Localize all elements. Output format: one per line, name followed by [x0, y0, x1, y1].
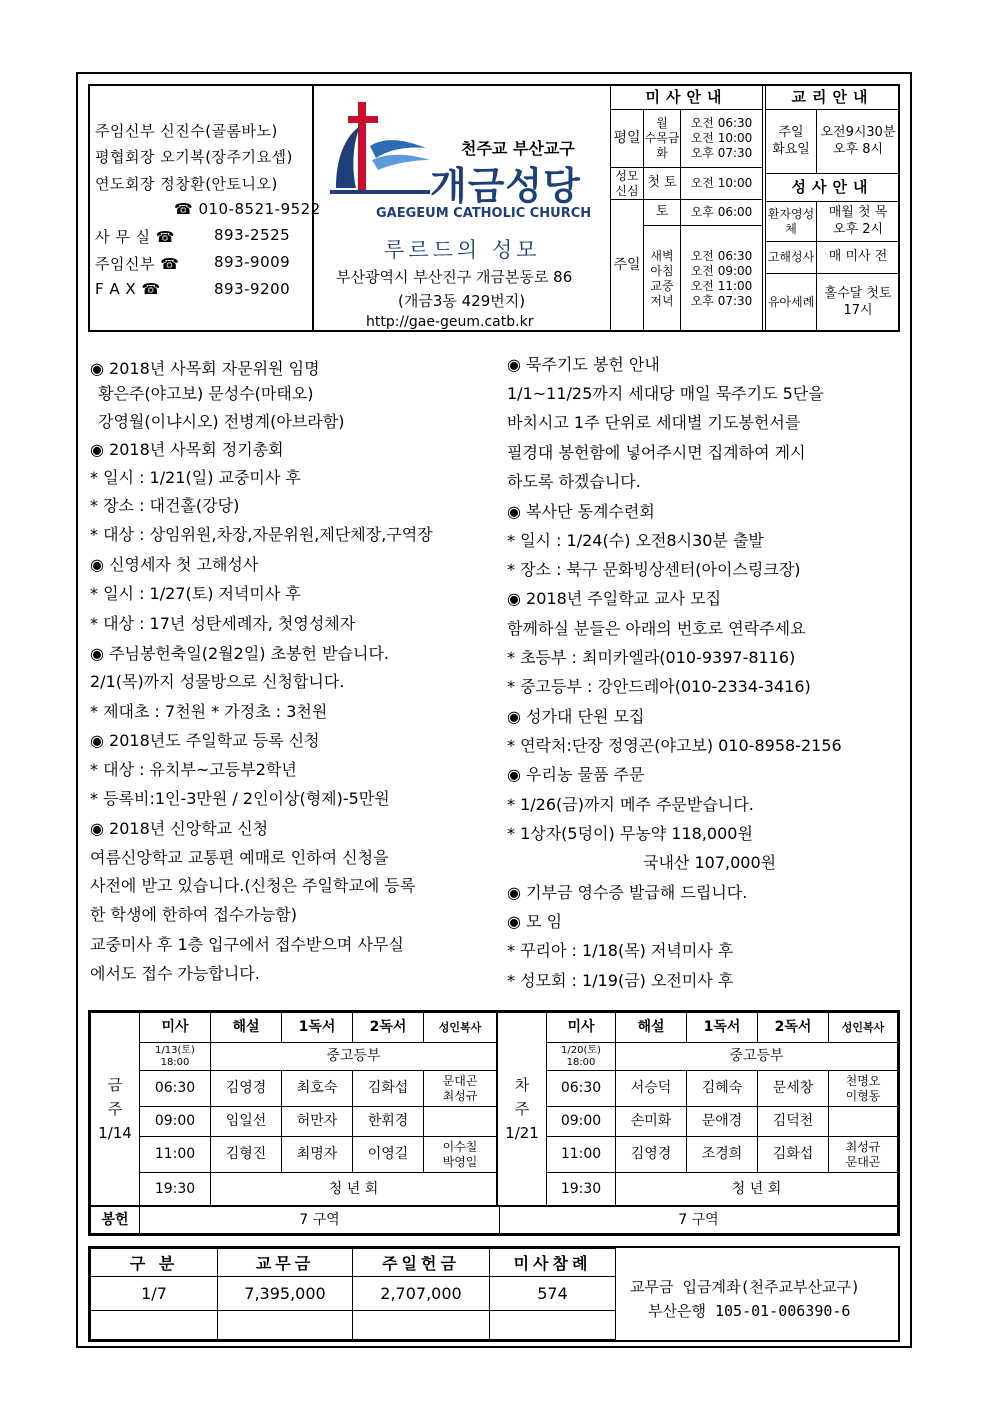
sacrament-title: 성사안내 — [766, 174, 900, 202]
fin-dues: 7,395,000 — [218, 1277, 353, 1311]
catechism-days: 주일 화요일 — [766, 110, 817, 174]
right-line-4: 하도록 하겠습니다. — [507, 472, 641, 491]
this-row1-commentary: 김영경 — [211, 1071, 282, 1107]
next-row2-time: 09:00 — [547, 1107, 616, 1137]
sun-mass-name-1: 새벽 — [650, 248, 674, 263]
right-line-2: 바치시고 1주 단위로 세대별 기도봉헌서를 — [507, 413, 801, 432]
sun-mass-time-4: 오후 07:30 — [690, 293, 753, 308]
catechism-sacrament-table — [765, 84, 900, 332]
weekday-label: 평일 — [611, 110, 644, 168]
priest-number: 893-9009 — [214, 253, 291, 271]
next-eve-group: 청 년 회 — [616, 1173, 898, 1206]
this-row2-reading1: 허만자 — [282, 1107, 353, 1137]
holy-hour-label: 성모신심 — [611, 168, 644, 200]
fax-label: F A X ☎ — [95, 280, 161, 298]
left-line-15: * 등록비:1인-3만원 / 2인이상(형제)-5만원 — [90, 789, 390, 808]
this-row3-reading1: 최명자 — [282, 1137, 353, 1173]
address-line1: 부산광역시 부산진구 개금본동로 86 — [336, 268, 573, 286]
this-week-service-table — [90, 1012, 497, 1206]
right-line-17: 국내산 107,000원 — [643, 853, 777, 872]
weekday-time-2: 오전 10:00 — [690, 131, 753, 145]
this-week-label: 금 주 1/14 — [91, 1013, 140, 1206]
next-hdr-mass: 미사 — [547, 1013, 616, 1043]
this-row1-time: 06:30 — [140, 1071, 211, 1107]
left-line-10: ◉ 주님봉헌축일(2월2일) 초봉헌 받습니다. — [90, 644, 389, 663]
next-row3-server: 최성규 문대곤 — [829, 1137, 898, 1173]
right-line-21: * 성모회 : 1/19(금) 오전미사 후 — [507, 971, 734, 990]
right-line-19: ◉ 모 임 — [507, 912, 563, 931]
this-row2-commentary: 임일선 — [211, 1107, 282, 1137]
left-line-17: 여름신앙학교 교통편 예매로 인하여 신청을 — [90, 848, 389, 867]
next-row3-reading2: 김화섭 — [758, 1137, 829, 1173]
left-line-5: * 장소 : 대건홀(강당) — [90, 496, 240, 515]
church-logo-icon — [326, 96, 436, 196]
left-line-20: 교중미사 후 1층 입구에서 접수받으며 사무실 — [90, 935, 404, 954]
motto: 루르드의 성모 — [384, 238, 541, 262]
right-line-10: * 초등부 : 최미카엘라(010-9397-8116) — [507, 648, 796, 667]
next-row1-reading2: 문세창 — [758, 1071, 829, 1107]
council-line: 평협회장 오기복(장주기요셉) — [95, 148, 293, 166]
mass-title: 미사안내 — [611, 85, 763, 110]
account-line1: 교무금 입금계좌(천주교부산교구) — [630, 1278, 860, 1296]
next-row1-reading1: 김혜숙 — [687, 1071, 758, 1107]
right-line-11: * 중고등부 : 강안드레아(010-2334-3416) — [507, 677, 811, 696]
right-line-13: * 연락처:단장 정영곤(야고보) 010-8958-2156 — [507, 736, 842, 755]
hdr-mass: 미사 — [140, 1013, 211, 1043]
catechism-title: 교리안내 — [766, 85, 900, 110]
sacrament-time-3: 홀수달 첫토 17시 — [817, 274, 900, 332]
left-line-0: ◉ 2018년 사목회 자문위원 임명 — [90, 359, 320, 378]
left-line-4: * 일시 : 1/21(일) 교중미사 후 — [90, 468, 301, 487]
left-line-9: * 대상 : 17년 성탄세례자, 첫영성체자 — [90, 614, 356, 633]
fin-date: 1/7 — [91, 1277, 218, 1311]
offering-row — [90, 1206, 898, 1234]
left-line-13: ◉ 2018년도 주일학교 등록 신청 — [90, 731, 320, 750]
account-line2: 부산은행 105-01-006390-6 — [648, 1302, 851, 1320]
left-line-12: * 제대초 : 7천원 * 가정초 : 3천원 — [90, 702, 328, 721]
right-line-20: * 꾸리아 : 1/18(목) 저녁미사 후 — [507, 941, 734, 960]
church-name: 개금성당 — [430, 164, 581, 208]
left-line-8: * 일시 : 1/27(토) 저녁미사 후 — [90, 584, 301, 603]
sun-mass-time-3: 오전 11:00 — [690, 278, 753, 293]
right-line-18: ◉ 기부금 영수증 발급해 드립니다. — [507, 883, 748, 902]
fax-number: 893-9200 — [214, 280, 291, 298]
right-line-7: * 장소 : 북구 문화빙상센터(아이스링크장) — [507, 560, 801, 579]
weekday-time-1: 오전 06:30 — [690, 116, 753, 130]
left-line-19: 한 학생에 한하여 접수가능함) — [90, 905, 297, 924]
next-hdr-altar-server: 성인복사 — [829, 1013, 898, 1043]
next-week-service-table — [497, 1012, 898, 1206]
left-line-1: 황은주(야고보) 문성수(마태오) — [98, 384, 314, 403]
weekday-time-3: 오후 07:30 — [690, 146, 753, 160]
website-link[interactable]: http://gae-geum.catb.kr — [366, 314, 534, 330]
sacrament-time-1: 매월 첫 목 오후 2시 — [817, 202, 900, 242]
left-line-14: * 대상 : 유치부~고등부2학년 — [90, 760, 297, 779]
sunday-label: 주일 — [611, 200, 644, 332]
right-line-9: 함께하실 분들은 아래의 번호로 연락주세요 — [507, 619, 806, 638]
this-sat-time: 1/13(토) 18:00 — [140, 1043, 211, 1071]
next-hdr-commentary: 해설 — [616, 1013, 687, 1043]
offering-label: 봉헌 — [91, 1207, 140, 1234]
sun-mass-name-2: 아침 — [650, 263, 674, 278]
left-line-7: ◉ 신영세자 첫 고해성사 — [90, 555, 259, 574]
hdr-reading2: 2독서 — [353, 1013, 424, 1043]
sacrament-name-2: 고해성사 — [766, 242, 817, 274]
next-week-label: 차 주 1/21 — [498, 1013, 547, 1206]
left-line-21: 에서도 접수 가능합니다. — [90, 964, 260, 983]
left-line-16: ◉ 2018년 신앙학교 신청 — [90, 819, 269, 838]
day-mon: 월 — [656, 116, 668, 130]
left-line-18: 사전에 받고 있습니다.(신청은 주일학교에 등록 — [90, 876, 416, 895]
fin-hdr-sunday-offering: 주일헌금 — [353, 1249, 490, 1277]
sun-mass-time-2: 오전 09:00 — [690, 263, 753, 278]
fin-attendance: 574 — [490, 1277, 616, 1311]
offering-next-week: 7 구역 — [500, 1207, 898, 1234]
this-row3-commentary: 김형진 — [211, 1137, 282, 1173]
left-line-11: 2/1(목)까지 성물방으로 신청합니다. — [90, 672, 345, 691]
this-row1-reading1: 최호숙 — [282, 1071, 353, 1107]
first-sat-time: 오전 10:00 — [681, 168, 763, 200]
this-row2-time: 09:00 — [140, 1107, 211, 1137]
office-number: 893-2525 — [214, 226, 291, 244]
right-line-8: ◉ 2018년 주일학교 교사 모집 — [507, 589, 722, 608]
next-row1-commentary: 서승덕 — [616, 1071, 687, 1107]
sun-mass-name-3: 교중 — [650, 278, 674, 293]
left-line-3: ◉ 2018년 사목회 정기총회 — [90, 440, 284, 459]
district-line: 연도회장 정창환(안토니오) — [95, 175, 278, 193]
this-row3-server: 이수칠 박영일 — [424, 1137, 497, 1173]
next-row3-time: 11:00 — [547, 1137, 616, 1173]
next-sat-group: 중고등부 — [616, 1043, 898, 1071]
fin-hdr-dues: 교무금 — [218, 1249, 353, 1277]
mass-schedule-table — [610, 84, 763, 332]
hdr-commentary: 해설 — [211, 1013, 282, 1043]
this-eve-group: 청 년 회 — [211, 1173, 497, 1206]
first-sat-label: 첫 토 — [644, 168, 681, 200]
this-row2-reading2: 한휘경 — [353, 1107, 424, 1137]
next-row1-server: 천명오 이형동 — [829, 1071, 898, 1107]
right-line-14: ◉ 우리농 물품 주문 — [507, 765, 645, 784]
right-line-3: 필경대 봉헌함에 넣어주시면 집계하여 게시 — [507, 443, 806, 462]
next-row3-commentary: 김영경 — [616, 1137, 687, 1173]
this-eve-time: 19:30 — [140, 1173, 211, 1206]
fin-hdr-category: 구 분 — [91, 1249, 218, 1277]
left-line-2: 강영월(이냐시오) 전병계(아브라함) — [98, 412, 345, 431]
right-line-1: 1/1~11/25까지 세대당 매일 묵주기도 5단을 — [507, 384, 824, 403]
this-row3-time: 11:00 — [140, 1137, 211, 1173]
right-line-16: * 1상자(5덩이) 무농약 118,000원 — [507, 824, 753, 843]
pastor-line: 주임신부 신진수(골롬바노) — [95, 122, 278, 140]
offering-this-week: 7 구역 — [140, 1207, 500, 1234]
catechism-time-2: 오후 8시 — [832, 141, 884, 157]
mobile-line: ☎ 010-8521-9522 — [174, 200, 321, 218]
next-sat-time: 1/20(토) 18:00 — [547, 1043, 616, 1071]
sacrament-name-3: 유아세례 — [766, 274, 817, 332]
next-row2-reading2: 김덕천 — [758, 1107, 829, 1137]
this-row1-reading2: 김화섭 — [353, 1071, 424, 1107]
office-label: 사 무 실 ☎ — [95, 228, 175, 246]
diocese-name: 천주교 부산교구 — [461, 139, 575, 158]
this-row2-server — [424, 1107, 497, 1137]
next-hdr-reading1: 1독서 — [687, 1013, 758, 1043]
hdr-altar-server: 성인복사 — [424, 1013, 497, 1043]
catechism-time-1: 오전9시30분 — [820, 125, 896, 141]
next-row3-reading1: 조경희 — [687, 1137, 758, 1173]
finance-table — [90, 1248, 616, 1340]
sacrament-name-1: 환자영성체 — [766, 202, 817, 242]
next-hdr-reading2: 2독서 — [758, 1013, 829, 1043]
this-row1-server: 문대곤 최성규 — [424, 1071, 497, 1107]
church-name-en: GAEGEUM CATHOLIC CHURCH — [376, 206, 592, 221]
right-line-12: ◉ 성가대 단원 모집 — [507, 707, 645, 726]
sun-mass-time-1: 오전 06:30 — [690, 248, 753, 263]
right-line-15: * 1/26(금)까지 메주 주문받습니다. — [507, 795, 754, 814]
next-row1-time: 06:30 — [547, 1071, 616, 1107]
address-line2: (개금3동 429번지) — [398, 292, 526, 310]
next-row2-reading1: 문애경 — [687, 1107, 758, 1137]
day-wed-fri: 수목금 — [644, 131, 680, 145]
hdr-reading1: 1독서 — [282, 1013, 353, 1043]
this-row3-reading2: 이영길 — [353, 1137, 424, 1173]
priest-label: 주임신부 ☎ — [95, 255, 180, 273]
sat-eve-label: 토 — [644, 200, 681, 226]
fin-hdr-attendance: 미사참례 — [490, 1249, 616, 1277]
sacrament-time-2: 매 미사 전 — [817, 242, 900, 274]
next-row2-server — [829, 1107, 898, 1137]
next-eve-time: 19:30 — [547, 1173, 616, 1206]
right-line-0: ◉ 묵주기도 봉헌 안내 — [507, 355, 660, 374]
right-line-6: * 일시 : 1/24(수) 오전8시30분 출발 — [507, 531, 764, 550]
this-sat-group: 중고등부 — [211, 1043, 497, 1071]
day-tue: 화 — [656, 146, 668, 160]
right-line-5: ◉ 복사단 동계수련회 — [507, 502, 655, 521]
left-line-6: * 대상 : 상임위원,차장,자문위원,제단체장,구역장 — [90, 525, 433, 544]
sun-mass-name-4: 저녁 — [650, 293, 674, 308]
next-row2-commentary: 손미화 — [616, 1107, 687, 1137]
fin-sunday-offering: 2,707,000 — [353, 1277, 490, 1311]
sat-eve-time: 오후 06:00 — [681, 200, 763, 226]
